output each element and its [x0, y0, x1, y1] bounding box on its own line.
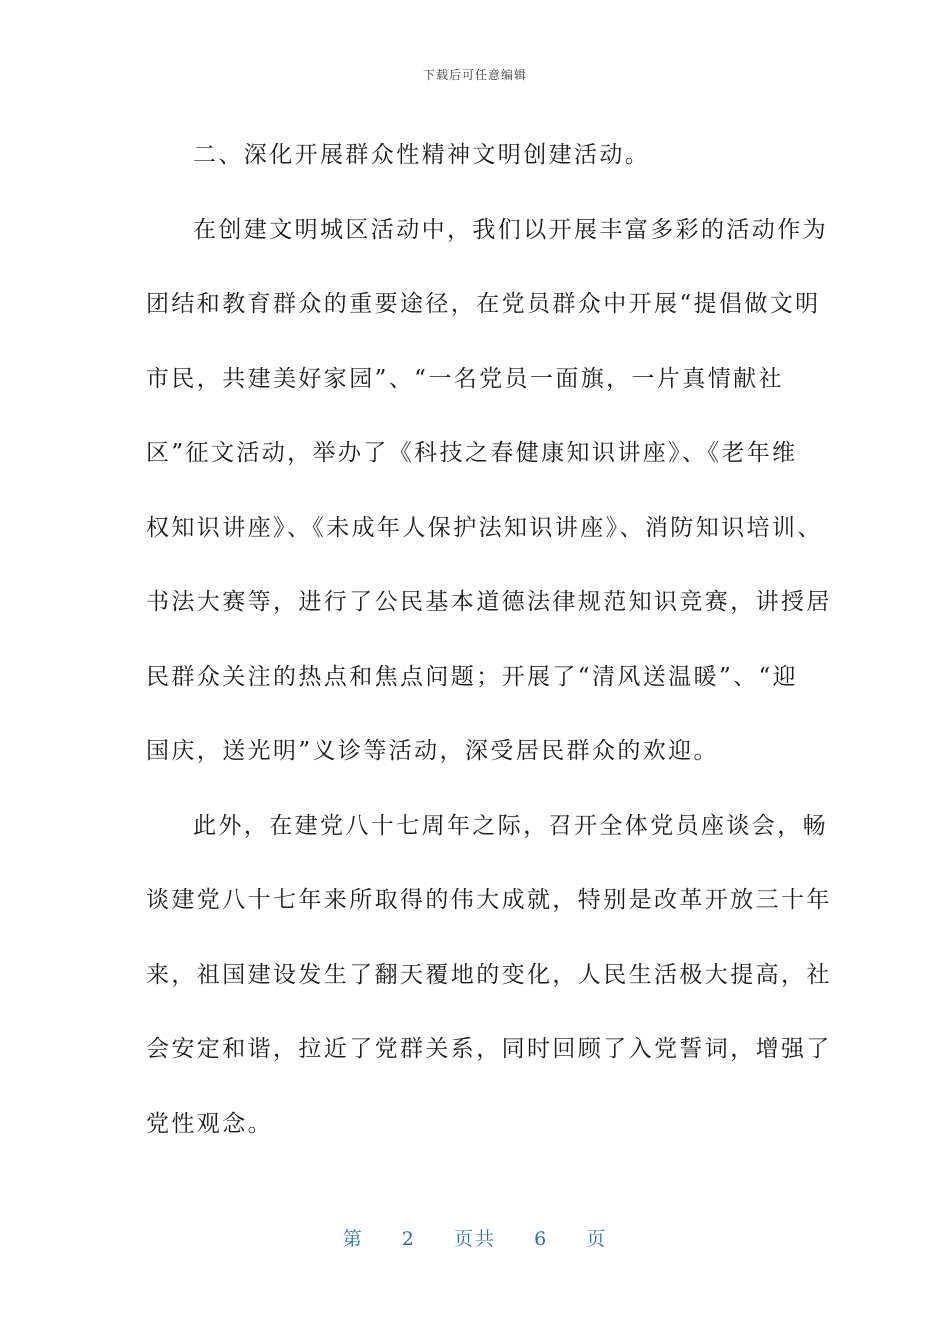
body-line: 团结和教育群众的重要途径，在党员群众中开展“提倡做文明 — [146, 291, 821, 317]
page-header: 下载后可任意编辑 — [422, 68, 527, 82]
body-line: 在创建文明城区活动中，我们以开展丰富多彩的活动作为 — [193, 216, 828, 243]
body-line: 区”征文活动，举办了《科技之春健康知识讲座》、《老年维 — [146, 440, 798, 466]
body-line: 会安定和谐，拉近了党群关系，同时回顾了入党誓词，增强了 — [146, 1036, 832, 1062]
body-line: 国庆，送光明”义诊等活动，深受居民群众的欢迎。 — [146, 738, 719, 764]
document-body — [146, 118, 832, 1161]
body-line: 二、深化开展群众性精神文明创建活动。 — [193, 142, 651, 168]
body-line: 权知识讲座》、《未成年人保护法知识讲座》、消防知识培训、 — [146, 514, 823, 541]
body-line: 市民，共建美好家园”、“一名党员一面旗，一片真情献社 — [146, 365, 784, 392]
footer-middle: 页共 — [453, 1228, 496, 1250]
body-line: 民群众关注的热点和焦点问题；开展了“清风送温暖”、“迎 — [146, 663, 799, 690]
body-line: 此外，在建党八十七周年之际，召开全体党员座谈会，畅 — [193, 812, 828, 839]
body-line: 谈建党八十七年来所取得的伟大成就，特别是改革开放三十年 — [146, 887, 832, 913]
footer-total-pages: 6 — [534, 1228, 549, 1250]
footer-prefix: 第 — [342, 1228, 364, 1250]
body-line: 党性观念。 — [146, 1110, 273, 1137]
footer-current-page: 2 — [401, 1228, 416, 1250]
body-line: 书法大赛等，进行了公民基本道德法律规范知识竞赛，讲授居 — [146, 589, 832, 615]
footer-suffix: 页 — [586, 1228, 608, 1250]
page-footer — [0, 1224, 950, 1251]
body-line: 来，祖国建设发生了翻天覆地的变化，人民生活极大提高，社 — [146, 961, 832, 988]
